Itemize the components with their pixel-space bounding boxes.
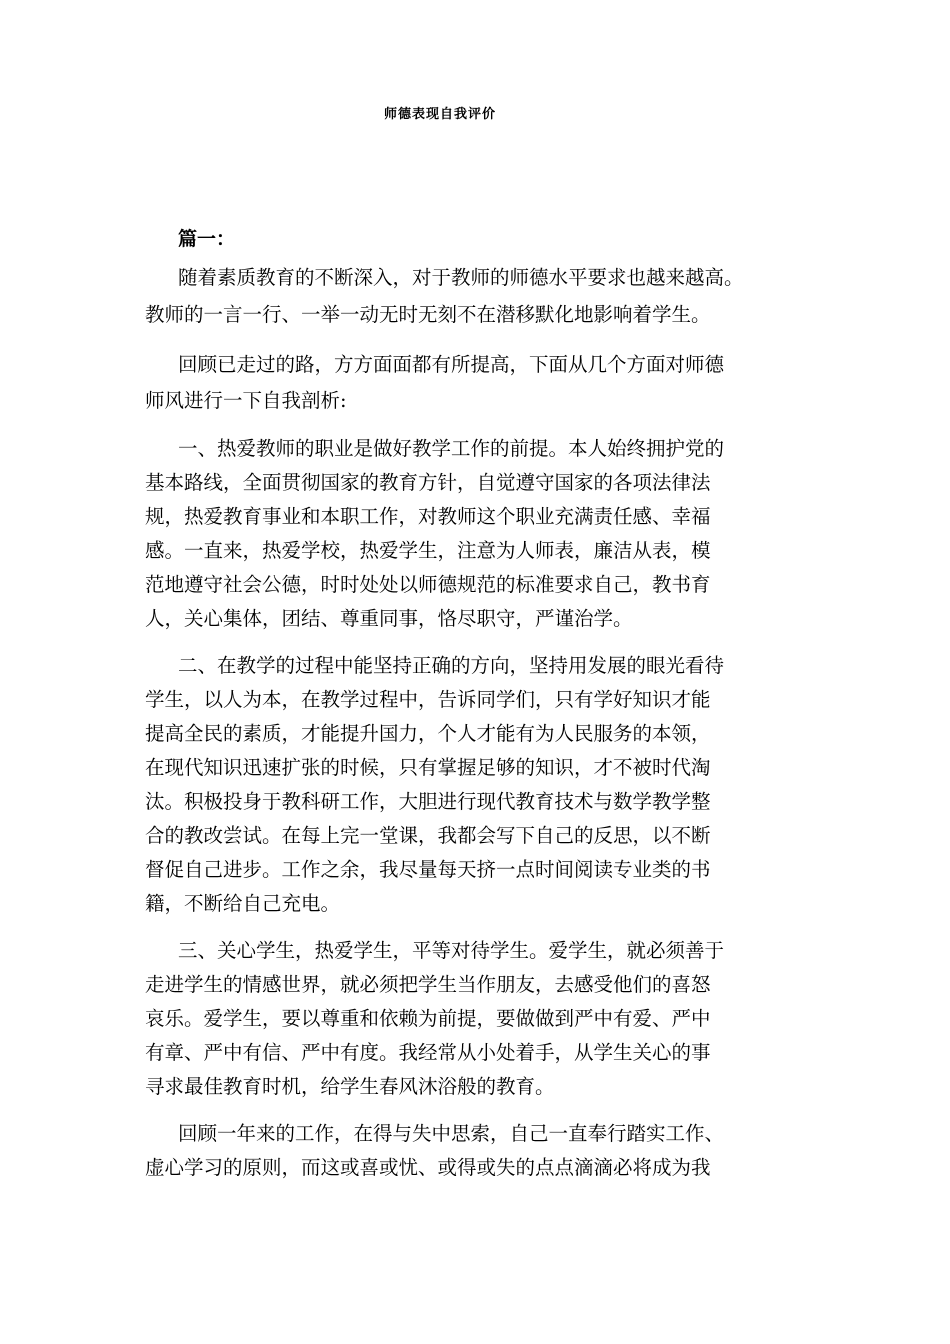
text-line: 随着素质教育的不断深入，对于教师的师德水平要求也越来越高。 (178, 266, 744, 289)
text-line: 寻求最佳教育时机，给学生春风沐浴般的教育。 (145, 1075, 555, 1098)
text-line: 汰。积极投身于教科研工作，大胆进行现代教育技术与数学教学整 (145, 790, 711, 813)
text-line: 提高全民的素质，才能提升国力，个人才能有为人民服务的本领， (145, 722, 711, 745)
text-line: 范地遵守社会公德，时时处处以师德规范的标准要求自己，教书育 (145, 573, 711, 596)
text-line: 有章、严中有信、严中有度。我经常从小处着手，从学生关心的事 (145, 1041, 711, 1064)
text-line: 哀乐。爱学生，要以尊重和依赖为前提，要做做到严中有爱、严中 (145, 1007, 711, 1030)
text-line: 规，热爱教育事业和本职工作，对教师这个职业充满责任感、幸福 (145, 505, 711, 528)
text-line: 师风进行一下自我剖析: (145, 389, 347, 412)
text-line: 基本路线，全面贯彻国家的教育方针，自觉遵守国家的各项法律法 (145, 471, 711, 494)
text-line: 在现代知识迅速扩张的时候，只有掌握足够的知识，才不被时代淘 (145, 756, 711, 779)
text-line: 合的教改尝试。在每上完一堂课，我都会写下自己的反思，以不断 (145, 824, 711, 847)
text-line: 一、热爱教师的职业是做好教学工作的前提。本人始终拥护党的 (178, 437, 725, 460)
document-title: 师德表现自我评价 (383, 107, 496, 122)
text-line: 人，关心集体，团结、尊重同事，恪尽职守，严谨治学。 (145, 607, 633, 630)
text-line: 督促自己进步。工作之余，我尽量每天挤一点时间阅读专业类的书 (145, 858, 711, 881)
text-line: 走进学生的情感世界，就必须把学生当作朋友，去感受他们的喜怒 (145, 973, 711, 996)
text-line: 回顾一年来的工作，在得与失中思索，自己一直奉行踏实工作、 (178, 1122, 725, 1145)
text-line: 感。一直来，热爱学校，热爱学生，注意为人师表，廉洁从表，模 (145, 539, 711, 562)
text-line: 虚心学习的原则，而这或喜或忧、或得或失的点点滴滴必将成为我 (145, 1156, 711, 1179)
section-heading: 篇一： (178, 228, 236, 250)
text-line: 学生，以人为本，在教学过程中，告诉同学们，只有学好知识才能 (145, 688, 711, 711)
text-line: 二、在教学的过程中能坚持正确的方向，坚持用发展的眼光看待 (178, 654, 725, 677)
text-line: 教师的一言一行、一举一动无时无刻不在潜移默化地影响着学生。 (145, 303, 711, 326)
text-line: 三、关心学生，热爱学生，平等对待学生。爱学生，就必须善于 (178, 939, 725, 962)
text-line: 回顾已走过的路，方方面面都有所提高，下面从几个方面对师德 (178, 353, 725, 376)
text-line: 籍，不断给自己充电。 (145, 892, 341, 915)
